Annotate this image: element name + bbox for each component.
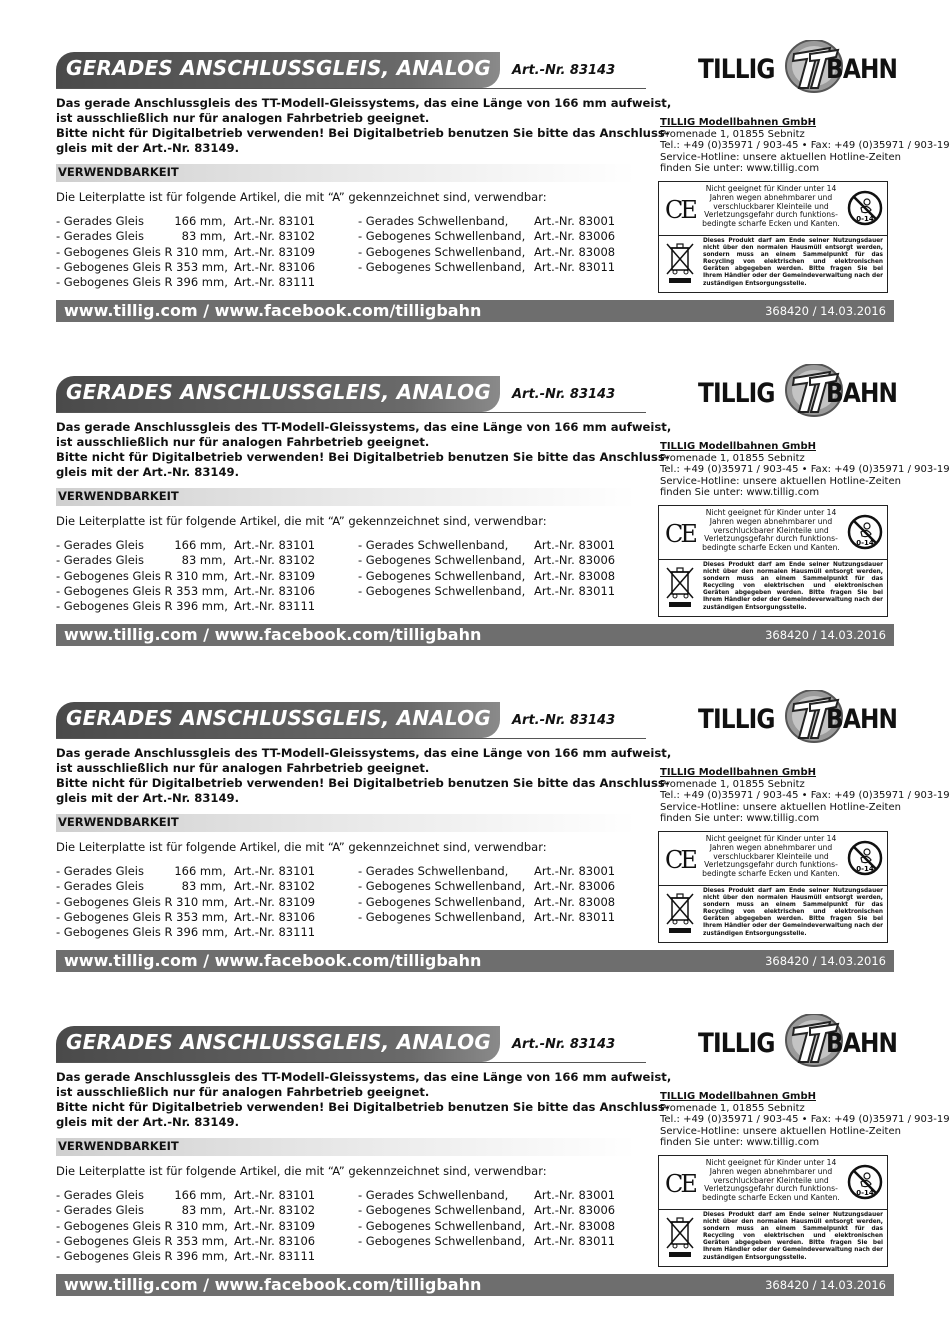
article-number: Art.-Nr. 83106 — [234, 583, 316, 598]
article-name: - Gebogenes Gleis R 310 mm, — [56, 568, 228, 583]
article-number: Art.-Nr. 83011 — [534, 259, 616, 274]
company-line: Promenade 1, 01855 Sebnitz — [660, 452, 805, 464]
title-rule — [56, 1062, 646, 1063]
tillig-bahn-logo — [698, 690, 898, 746]
article-number: Art.-Nr. 83106 — [234, 909, 316, 924]
product-description — [56, 420, 672, 480]
title-bar — [56, 376, 500, 412]
article-name: - Gerades Schwellenband, — [358, 214, 509, 228]
article-name: - Gebogenes Schwellenband, — [358, 229, 526, 244]
article-number: Art.-Nr. 83001 — [534, 864, 616, 878]
article-number: Art.-Nr. 83102 — [234, 1203, 316, 1218]
usage-intro: Die Leiterplatte ist für folgende Artikel, die mit “A” gekennzeichnet sind, verwendbar: — [56, 840, 547, 854]
product-title: GERADES ANSCHLUSSGLEIS, ANALOG — [66, 706, 491, 730]
section-heading: VERWENDBARKEIT — [58, 165, 179, 179]
logo-text-left: TILLIG — [698, 54, 775, 85]
article-number: Art.-Nr. 83111 — [234, 275, 316, 290]
product-description — [56, 746, 672, 806]
article-length: 166 mm, — [174, 214, 226, 228]
title-rule — [56, 88, 646, 89]
usage-intro: Die Leiterplatte ist für folgende Artikel, die mit “A” gekennzeichnet sind, verwendbar: — [56, 190, 547, 204]
article-length: 166 mm, — [174, 864, 226, 878]
section-heading: VERWENDBARKEIT — [58, 815, 179, 829]
section-bar — [56, 164, 636, 182]
company-line: finden Sie unter: www.tillig.com — [660, 1137, 820, 1148]
article-name: - Gerades Gleis — [56, 864, 144, 878]
company-line: Service-Hotline: unsere aktuellen Hotline-Zeiten — [660, 1125, 901, 1137]
section-heading: VERWENDBARKEIT — [58, 489, 179, 503]
description-line: Das gerade Anschlussgleis des TT-Modell-Gleissystems, das eine Länge von 166 mm aufweist, — [56, 1070, 672, 1084]
description-line: ist ausschließlich nur für analogen Fahrbetrieb geeignet. — [56, 761, 430, 775]
article-number: Art.-Nr. 83011 — [534, 909, 616, 924]
logo-text-left: TILLIG — [698, 704, 775, 735]
article-name: - Gebogenes Schwellenband, — [358, 1203, 526, 1218]
description-line: ist ausschließlich nur für analogen Fahrbetrieb geeignet. — [56, 1085, 430, 1099]
description-line: Das gerade Anschlussgleis des TT-Modell-Gleissystems, das eine Länge von 166 mm aufweist, — [56, 420, 672, 434]
company-line: finden Sie unter: www.tillig.com — [660, 487, 820, 498]
description-line: ist ausschließlich nur für analogen Fahrbetrieb geeignet. — [56, 435, 430, 449]
article-name: - Gebogenes Schwellenband, — [358, 894, 526, 909]
article-number: Art.-Nr. 83102 — [234, 879, 316, 894]
instruction-slip — [0, 0, 950, 330]
article-name: - Gerades Gleis — [56, 538, 144, 552]
document-code: 368420 / 14.03.2016 — [765, 954, 886, 968]
article-name: - Gebogenes Gleis R 310 mm, — [56, 244, 228, 259]
company-line: finden Sie unter: www.tillig.com — [660, 813, 820, 824]
disposal-notice: Dieses Produkt darf am Ende seiner Nutzungsdauer nicht über den normalen Hausmüll entsorgt werden, sondern muss an einem Sammelpunkt für das Recycling von elektrischen und elektronischen Geräten abgegeben werden. Bitte fragen Sie bei Ihrem Händler oder der Gemeindeverwaltung nach der zuständigen Entsorgungsstelle. — [703, 888, 883, 937]
footer-bar — [56, 300, 894, 322]
footer-web-link[interactable]: www.tillig.com / www.facebook.com/tilligbahn — [64, 1275, 482, 1294]
section-heading: VERWENDBARKEIT — [58, 1139, 179, 1153]
article-name: - Gebogenes Gleis R 396 mm, — [56, 599, 228, 614]
article-name: - Gebogenes Schwellenband, — [358, 1233, 526, 1248]
footer-web-link[interactable]: www.tillig.com / www.facebook.com/tilligbahn — [64, 625, 482, 644]
description-line: Bitte nicht für Digitalbetrieb verwenden! Bei Digitalbetrieb benutzen Sie bitte das Anschluss- — [56, 1100, 670, 1114]
company-line: Service-Hotline: unsere aktuellen Hotline-Zeiten — [660, 151, 901, 163]
product-title: GERADES ANSCHLUSSGLEIS, ANALOG — [66, 1030, 491, 1054]
age-warning-text: Nicht geeignet für Kinder unter 14 Jahren wegen abnehmbarer und verschluckbarer Kleinteile und Verletzungsgefahr durch funktions-bedingte scharfe Ecken und Kanten. — [702, 184, 840, 229]
article-length: 166 mm, — [174, 538, 226, 552]
company-line: Tel.: +49 (0)35971 / 903-45 • Fax: +49 (0)35971 / 903-19 — [660, 140, 950, 151]
tillig-bahn-logo — [698, 40, 898, 96]
product-description — [56, 1070, 672, 1130]
article-number: Art.-Nr. 83101 — [234, 864, 316, 878]
product-title: GERADES ANSCHLUSSGLEIS, ANALOG — [66, 380, 491, 404]
article-name: - Gebogenes Gleis R 353 mm, — [56, 909, 228, 924]
article-number: Art.-Nr. 83106 — [234, 259, 316, 274]
title-bar — [56, 1026, 500, 1062]
article-name: - Gebogenes Schwellenband, — [358, 1218, 526, 1233]
article-number: Art.-Nr. 83001 — [534, 1188, 616, 1202]
article-number-label: Art.-Nr. 83143 — [512, 63, 616, 78]
instruction-slip — [0, 324, 950, 654]
company-line: Tel.: +49 (0)35971 / 903-45 • Fax: +49 (0)35971 / 903-19 — [660, 1114, 950, 1125]
article-number: Art.-Nr. 83101 — [234, 1188, 316, 1202]
article-name: - Gerades Gleis — [56, 214, 144, 228]
ce-mark-icon: CE — [665, 846, 695, 874]
disposal-notice: Dieses Produkt darf am Ende seiner Nutzungsdauer nicht über den normalen Hausmüll entsorgt werden, sondern muss an einem Sammelpunkt für das Recycling von elektrischen und elektronischen Geräten abgegeben werden. Bitte fragen Sie bei Ihrem Händler oder der Gemeindeverwaltung nach der zuständigen Entsorgungsstelle. — [703, 562, 883, 611]
logo-text-right: BAHN — [826, 378, 898, 409]
company-line: Promenade 1, 01855 Sebnitz — [660, 1102, 805, 1114]
description-line: ist ausschließlich nur für analogen Fahrbetrieb geeignet. — [56, 111, 430, 125]
article-length: 166 mm, — [174, 1188, 226, 1202]
section-bar — [56, 488, 636, 506]
article-number: Art.-Nr. 83011 — [534, 1233, 616, 1248]
crossed-bin-icon — [664, 240, 696, 286]
safety-box — [658, 181, 888, 293]
article-number: Art.-Nr. 83011 — [534, 583, 616, 598]
company-info — [660, 117, 950, 175]
article-name: - Gerades Schwellenband, — [358, 538, 509, 552]
company-name: TILLIG Modellbahnen GmbH — [660, 441, 816, 452]
document-code: 368420 / 14.03.2016 — [765, 628, 886, 642]
article-number: Art.-Nr. 83111 — [234, 599, 316, 614]
document-code: 368420 / 14.03.2016 — [765, 304, 886, 318]
company-name: TILLIG Modellbahnen GmbH — [660, 117, 816, 128]
article-name: - Gerades Gleis — [56, 1188, 144, 1202]
section-bar — [56, 814, 636, 832]
article-number: Art.-Nr. 83109 — [234, 568, 316, 583]
article-number-label: Art.-Nr. 83143 — [512, 387, 616, 402]
safety-divider — [659, 885, 887, 886]
company-line: Tel.: +49 (0)35971 / 903-45 • Fax: +49 (0)35971 / 903-19 — [660, 464, 950, 475]
article-number: Art.-Nr. 83111 — [234, 925, 316, 940]
article-length: 83 mm, — [181, 229, 226, 244]
description-line: Das gerade Anschlussgleis des TT-Modell-Gleissystems, das eine Länge von 166 mm aufweist, — [56, 96, 672, 110]
article-name: - Gebogenes Schwellenband, — [358, 879, 526, 894]
company-line: Promenade 1, 01855 Sebnitz — [660, 128, 805, 140]
description-line: Bitte nicht für Digitalbetrieb verwenden! Bei Digitalbetrieb benutzen Sie bitte das Anschluss- — [56, 776, 670, 790]
logo-text-right: BAHN — [826, 54, 898, 85]
footer-web-link[interactable]: www.tillig.com / www.facebook.com/tilligbahn — [64, 301, 482, 320]
age-warning-text: Nicht geeignet für Kinder unter 14 Jahren wegen abnehmbarer und verschluckbarer Kleinteile und Verletzungsgefahr durch funktions-bedingte scharfe Ecken und Kanten. — [702, 1158, 840, 1203]
article-number: Art.-Nr. 83101 — [234, 214, 316, 228]
article-name: - Gebogenes Schwellenband, — [358, 583, 526, 598]
description-line: Das gerade Anschlussgleis des TT-Modell-Gleissystems, das eine Länge von 166 mm aufweist, — [56, 746, 672, 760]
article-length: 83 mm, — [181, 1203, 226, 1218]
safety-divider — [659, 559, 887, 560]
title-rule — [56, 412, 646, 413]
not-for-children-icon — [847, 190, 883, 226]
article-length: 83 mm, — [181, 879, 226, 894]
logo-text-left: TILLIG — [698, 1028, 775, 1059]
crossed-bin-icon — [664, 564, 696, 610]
article-number: Art.-Nr. 83006 — [534, 553, 616, 568]
company-line: finden Sie unter: www.tillig.com — [660, 163, 820, 174]
title-rule — [56, 738, 646, 739]
section-bar — [56, 1138, 636, 1156]
article-name: - Gebogenes Schwellenband, — [358, 244, 526, 259]
age-label: 0-14 — [856, 865, 874, 873]
article-name: - Gebogenes Gleis R 310 mm, — [56, 1218, 228, 1233]
title-bar — [56, 702, 500, 738]
article-name: - Gebogenes Schwellenband, — [358, 553, 526, 568]
age-label: 0-14 — [856, 539, 874, 547]
safety-divider — [659, 1209, 887, 1210]
article-name: - Gebogenes Gleis R 353 mm, — [56, 1233, 228, 1248]
article-name: - Gebogenes Schwellenband, — [358, 259, 526, 274]
article-number: Art.-Nr. 83109 — [234, 894, 316, 909]
not-for-children-icon — [847, 514, 883, 550]
instruction-slip — [0, 974, 950, 1304]
product-title: GERADES ANSCHLUSSGLEIS, ANALOG — [66, 56, 491, 80]
article-number: Art.-Nr. 83102 — [234, 229, 316, 244]
tillig-bahn-logo — [698, 1014, 898, 1070]
age-warning-text: Nicht geeignet für Kinder unter 14 Jahren wegen abnehmbarer und verschluckbarer Kleinteile und Verletzungsgefahr durch funktions-bedingte scharfe Ecken und Kanten. — [702, 508, 840, 553]
article-name: - Gerades Gleis — [56, 1203, 144, 1218]
company-line: Tel.: +49 (0)35971 / 903-45 • Fax: +49 (0)35971 / 903-19 — [660, 790, 950, 801]
article-number: Art.-Nr. 83111 — [234, 1249, 316, 1264]
safety-box — [658, 505, 888, 617]
instruction-slip — [0, 650, 950, 980]
article-number: Art.-Nr. 83109 — [234, 1218, 316, 1233]
product-description — [56, 96, 672, 156]
article-name: - Gebogenes Gleis R 310 mm, — [56, 894, 228, 909]
document-code: 368420 / 14.03.2016 — [765, 1278, 886, 1292]
footer-web-link[interactable]: www.tillig.com / www.facebook.com/tilligbahn — [64, 951, 482, 970]
not-for-children-icon — [847, 840, 883, 876]
logo-text-left: TILLIG — [698, 378, 775, 409]
article-name: - Gerades Gleis — [56, 229, 144, 244]
disposal-notice: Dieses Produkt darf am Ende seiner Nutzungsdauer nicht über den normalen Hausmüll entsorgt werden, sondern muss an einem Sammelpunkt für das Recycling von elektrischen und elektronischen Geräten abgegeben werden. Bitte fragen Sie bei Ihrem Händler oder der Gemeindeverwaltung nach der zuständigen Entsorgungsstelle. — [703, 1212, 883, 1261]
description-line: gleis mit der Art.-Nr. 83149. — [56, 1115, 239, 1129]
description-line: gleis mit der Art.-Nr. 83149. — [56, 791, 239, 805]
logo-text-right: BAHN — [826, 1028, 898, 1059]
safety-box — [658, 831, 888, 943]
article-length: 83 mm, — [181, 553, 226, 568]
age-warning-text: Nicht geeignet für Kinder unter 14 Jahren wegen abnehmbarer und verschluckbarer Kleinteile und Verletzungsgefahr durch funktions-bedingte scharfe Ecken und Kanten. — [702, 834, 840, 879]
article-name: - Gebogenes Gleis R 396 mm, — [56, 1249, 228, 1264]
title-bar — [56, 52, 500, 88]
usage-intro: Die Leiterplatte ist für folgende Artikel, die mit “A” gekennzeichnet sind, verwendbar: — [56, 514, 547, 528]
article-number: Art.-Nr. 83106 — [234, 1233, 316, 1248]
company-info — [660, 441, 950, 499]
article-number: Art.-Nr. 83006 — [534, 879, 616, 894]
article-name: - Gebogenes Gleis R 353 mm, — [56, 259, 228, 274]
article-number: Art.-Nr. 83109 — [234, 244, 316, 259]
usage-intro: Die Leiterplatte ist für folgende Artikel, die mit “A” gekennzeichnet sind, verwendbar: — [56, 1164, 547, 1178]
article-name: - Gebogenes Schwellenband, — [358, 568, 526, 583]
company-name: TILLIG Modellbahnen GmbH — [660, 767, 816, 778]
tillig-bahn-logo — [698, 364, 898, 420]
age-label: 0-14 — [856, 1189, 874, 1197]
ce-mark-icon: CE — [665, 1170, 695, 1198]
article-number: Art.-Nr. 83101 — [234, 538, 316, 552]
company-info — [660, 767, 950, 825]
article-number: Art.-Nr. 83008 — [534, 568, 616, 583]
safety-box — [658, 1155, 888, 1267]
article-name: - Gerades Gleis — [56, 879, 144, 894]
footer-bar — [56, 1274, 894, 1296]
article-number-label: Art.-Nr. 83143 — [512, 1037, 616, 1052]
company-line: Service-Hotline: unsere aktuellen Hotline-Zeiten — [660, 475, 901, 487]
article-name: - Gerades Gleis — [56, 553, 144, 568]
article-name: - Gebogenes Gleis R 353 mm, — [56, 583, 228, 598]
article-number: Art.-Nr. 83006 — [534, 1203, 616, 1218]
not-for-children-icon — [847, 1164, 883, 1200]
article-name: - Gebogenes Schwellenband, — [358, 909, 526, 924]
article-number-label: Art.-Nr. 83143 — [512, 713, 616, 728]
article-number: Art.-Nr. 83102 — [234, 553, 316, 568]
crossed-bin-icon — [664, 1214, 696, 1260]
company-line: Service-Hotline: unsere aktuellen Hotline-Zeiten — [660, 801, 901, 813]
article-number: Art.-Nr. 83008 — [534, 894, 616, 909]
footer-bar — [56, 624, 894, 646]
description-line: Bitte nicht für Digitalbetrieb verwenden! Bei Digitalbetrieb benutzen Sie bitte das Anschluss- — [56, 450, 670, 464]
article-number: Art.-Nr. 83001 — [534, 538, 616, 552]
company-name: TILLIG Modellbahnen GmbH — [660, 1091, 816, 1102]
safety-divider — [659, 235, 887, 236]
article-name: - Gebogenes Gleis R 396 mm, — [56, 925, 228, 940]
description-line: gleis mit der Art.-Nr. 83149. — [56, 141, 239, 155]
footer-bar — [56, 950, 894, 972]
ce-mark-icon: CE — [665, 196, 695, 224]
article-number: Art.-Nr. 83001 — [534, 214, 616, 228]
company-info — [660, 1091, 950, 1149]
ce-mark-icon: CE — [665, 520, 695, 548]
article-name: - Gerades Schwellenband, — [358, 864, 509, 878]
logo-text-right: BAHN — [826, 704, 898, 735]
article-number: Art.-Nr. 83006 — [534, 229, 616, 244]
description-line: Bitte nicht für Digitalbetrieb verwenden! Bei Digitalbetrieb benutzen Sie bitte das Anschluss- — [56, 126, 670, 140]
article-number: Art.-Nr. 83008 — [534, 244, 616, 259]
company-line: Promenade 1, 01855 Sebnitz — [660, 778, 805, 790]
disposal-notice: Dieses Produkt darf am Ende seiner Nutzungsdauer nicht über den normalen Hausmüll entsorgt werden, sondern muss an einem Sammelpunkt für das Recycling von elektrischen und elektronischen Geräten abgegeben werden. Bitte fragen Sie bei Ihrem Händler oder der Gemeindeverwaltung nach der zuständigen Entsorgungsstelle. — [703, 238, 883, 287]
article-name: - Gebogenes Gleis R 396 mm, — [56, 275, 228, 290]
article-number: Art.-Nr. 83008 — [534, 1218, 616, 1233]
description-line: gleis mit der Art.-Nr. 83149. — [56, 465, 239, 479]
crossed-bin-icon — [664, 890, 696, 936]
age-label: 0-14 — [856, 215, 874, 223]
article-name: - Gerades Schwellenband, — [358, 1188, 509, 1202]
